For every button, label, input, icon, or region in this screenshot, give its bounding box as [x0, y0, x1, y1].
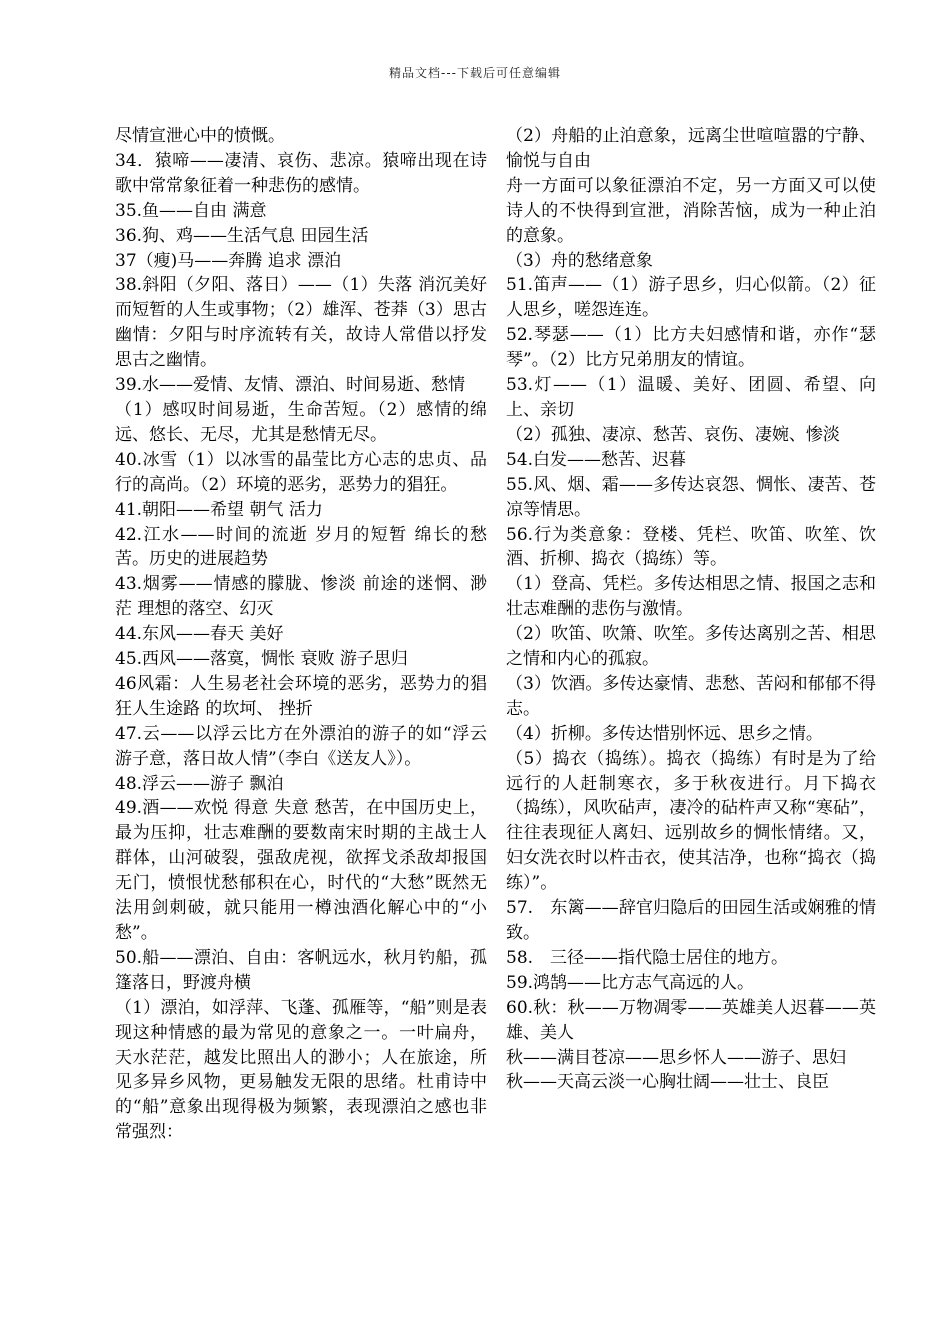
paragraph: 48.浮云——游子 飘泊: [115, 773, 284, 794]
paragraph: 58. 三径——指代隐士居住的地方。: [506, 947, 789, 968]
paragraph: 45.西风——落寞，惆怅 衰败 游子思归: [115, 649, 408, 670]
paragraph: 46风霜：人生易老社会环境的恶劣，恶势力的猖狂人生途路 的坎坷、 挫折: [115, 673, 487, 719]
paragraph: （2）吹笛、吹箫、吹笙。多传达离别之苦、相思之情和内心的孤寂。: [506, 624, 876, 670]
paragraph: 51.笛声——（1）游子思乡，归心似箭。（2）征人思乡，嗟怨连连。: [506, 275, 876, 321]
paragraph: 52.琴瑟——（1）比方夫妇感情和谐，亦作“瑟琴”。（2）比方兄弟朋友的情谊。: [506, 325, 876, 371]
left-column: [115, 124, 487, 1145]
paragraph: 42.江水——时间的流逝 岁月的短暂 绵长的愁苦。历史的进展趋势: [115, 524, 487, 570]
paragraph: （2）孤独、凄凉、愁苦、哀伤、凄婉、惨淡: [506, 424, 840, 445]
paragraph: 34．猿啼——凄清、哀伤、悲凉。猿啼出现在诗歌中常常象征着一种悲伤的感情。: [115, 150, 487, 196]
paragraph: 舟一方面可以象征漂泊不定，另一方面又可以使诗人的不快得到宣泄，消除苦恼，成为一种止泊的意象。: [506, 175, 876, 246]
paragraph: （3）饮酒。多传达豪情、悲愁、苦闷和郁郁不得志。: [506, 673, 876, 719]
paragraph: 尽情宣泄心中的愤慨。: [115, 126, 285, 146]
paragraph: （1）漂泊，如浮萍、飞蓬、孤雁等，“船”则是表现这种情感的最为常见的意象之一。一叶扁舟，天水茫茫，越发比照出人的渺小；人在旅途，所见多异乡风物，更易触发无限的思绪。杜甫诗中的“船”意象出现得极为频繁，表现漂泊之感也非常强烈：: [115, 997, 487, 1143]
paragraph: 秋——满目苍凉——思乡怀人——游子、思妇: [506, 1047, 846, 1068]
paragraph: 38.斜阳（夕阳、落日）——（1）失落 消沉美好而短暂的人生或事物；（2）雄浑、苍莽（3）思古幽情：夕阳与时序流转有关，故诗人常借以抒发思古之幽情。: [115, 275, 487, 371]
paragraph: 36.狗、鸡——生活气息 田园生活: [115, 225, 369, 246]
paragraph: 60.秋：秋——万物凋零——英雄美人迟暮——英雄、美人: [506, 997, 876, 1043]
paragraph: 41.朝阳——希望 朝气 活力: [115, 499, 323, 520]
paragraph: 56.行为类意象：登楼、凭栏、吹笛、吹笙、饮酒、折柳、捣衣（捣练）等。: [506, 524, 876, 570]
paragraph: 50.船——漂泊、自由：客帆远水，秋月钓船，孤篷落日，野渡舟横: [115, 947, 487, 993]
paragraph: 59.鸿鹄——比方志气高远的人。: [506, 972, 755, 993]
paragraph: 57. 东篱——辞官归隐后的田园生活或娴雅的情致。: [506, 898, 876, 943]
paragraph: 39.水——爱情、友情、漂泊、时间易逝、愁情: [115, 375, 466, 396]
paragraph: （1）登高、凭栏。多传达相思之情、报国之志和壮志难酬的悲伤与激情。: [506, 574, 876, 620]
paragraph: 37（瘦)马——奔腾 追求 漂泊: [115, 250, 342, 271]
paragraph: 53.灯——（1）温暖、美好、团圆、希望、向上、亲切: [506, 375, 876, 420]
paragraph: （1）感叹时间易逝，生命苦短。（2）感情的绵远、悠长、无尽，尤其是愁情无尽。: [115, 399, 487, 445]
paragraph: 49.酒——欢悦 得意 失意 愁苦，在中国历史上，最为压抑，壮志难酬的要数南宋时期的主战士人群体，山河破裂，强敌虎视，欲挥戈杀敌却报国无门，愤恨忧愁郁积在心，时代的“大愁”既然无法用剑刺破，就只能用一樽浊酒化解心中的“小愁”。: [115, 798, 487, 943]
paragraph: 43.烟雾——情感的朦胧、惨淡 前途的迷惘、渺茫 理想的落空、幻灭: [115, 574, 487, 620]
paragraph: 47.云——以浮云比方在外漂泊的游子的如“浮云游子意，落日故人情”（李白《送友人》）。: [115, 723, 487, 769]
right-column: [506, 124, 876, 1095]
paragraph: 44.东风——春天 美好: [115, 624, 284, 645]
paragraph: 55.风、烟、霜——多传达哀怨、惆怅、凄苦、苍凉等情思。: [506, 474, 876, 520]
paragraph: 35.鱼——自由 满意: [115, 200, 267, 221]
paragraph: 54.白发——愁苦、迟暮: [506, 449, 687, 470]
paragraph: 秋——天高云淡一心胸壮阔——壮士、良臣: [506, 1072, 829, 1093]
paragraph: （2）舟船的止泊意象，远离尘世喧喧嚣的宁静、愉悦与自由: [506, 126, 876, 171]
paragraph: 40.冰雪（1）以冰雪的晶莹比方心志的忠贞、品行的高尚。（2）环境的恶劣，恶势力的猖狂。: [115, 449, 487, 495]
page-header: 精品文档---下载后可任意编辑: [389, 66, 561, 80]
paragraph: （4）折柳。多传达惜别怀远、思乡之情。: [506, 723, 823, 744]
paragraph: （5）捣衣（捣练）。捣衣（捣练）有时是为了给远行的人赶制寒衣，多于秋夜进行。月下捣衣（捣练），风吹砧声，凄冷的砧杵声又称“寒砧”，往往表现征人离妇、远别故乡的惆怅情绪。又，妇女洗衣时以杵击衣，使其洁净，也称“捣衣（捣练）”。: [506, 748, 876, 894]
paragraph: （3）舟的愁绪意象: [506, 250, 653, 271]
